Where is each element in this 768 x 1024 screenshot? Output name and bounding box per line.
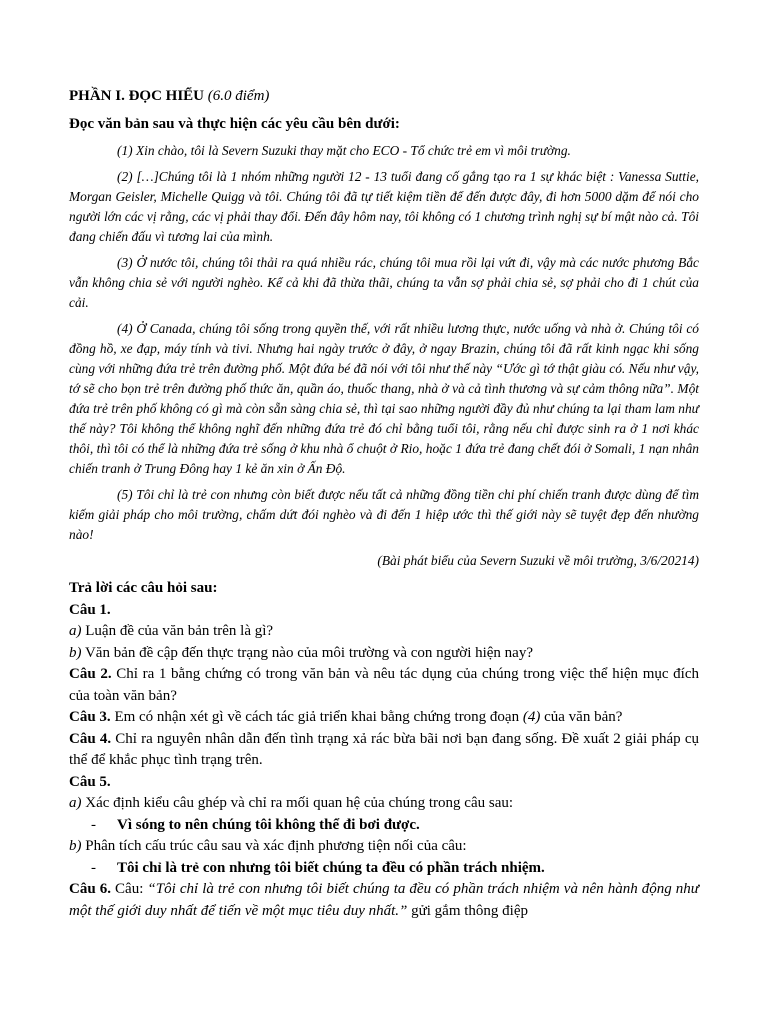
question-3: Câu 3. Em có nhận xét gì về cách tác giả triển khai bằng chứng trong đoạn (4) của văn bản? xyxy=(69,709,623,725)
passage-paragraph-4: (4) Ở Canada, chúng tôi sống trong quyền thế, với rất nhiều lương thực, nước uống và nhà ở. Chúng tôi có đồng hồ, xe đạp, máy tính và tivi. Nhưng hai ngày trước ở đây, ở ngay Brazin, chúng tôi đã rất kinh ngạc khi sống cùng với những đứa trẻ trên đường phố. Một đứa bé đã nói với tôi như thế này “Ước gì tớ thật giàu có. Nếu như vậy, tớ sẽ cho bọn trẻ trên đường phố thức ăn, quần áo, thuốc thang, nhà ở và cả tình thương và sự cảm thông nữa”. Một đứa trẻ trên phố không có gì mà còn sẵn sàng chia sẻ, thì tại sao những người đầy đủ như chúng ta lại tham lam như thế này? Tôi không thể không nghĩ đến những đứa trẻ đó chỉ bằng tuổi tôi, rằng nếu chỉ được sinh ra ở 1 nơi khác thôi, thì tôi có thể là những đứa trẻ sống ở khu nhà ổ chuột ở Rio, hoặc 1 đứa trẻ đang chết đói ở Somali, 1 nạn nhân chiến tranh ở Trung Đông hay 1 kẻ ăn xin ở Ấn Độ. xyxy=(69,321,699,476)
part-heading xyxy=(69,86,699,107)
part-title: PHẦN I. ĐỌC HIỂU xyxy=(69,88,205,104)
question-4: Câu 4. Chỉ ra nguyên nhân dẫn đến tình trạng xả rác bừa bãi nơi bạn đang sống. Đề xuất 2 giải pháp cụ thể để khắc phục tình trạng trên. xyxy=(69,730,699,768)
question-1 xyxy=(69,600,699,622)
bullet-dash: - xyxy=(91,859,96,876)
document-page xyxy=(69,86,699,922)
question-5b: b) Phân tích cấu trúc câu sau và xác định phương tiện nối của câu: xyxy=(69,838,467,854)
question-1-label: Câu 1. xyxy=(69,601,111,618)
question-5: Câu 5. xyxy=(69,773,111,790)
passage-source: (Bài phát biểu của Severn Suzuki về môi trường, 3/6/20214) xyxy=(377,553,699,568)
question-5a: a) Xác định kiểu câu ghép và chỉ ra mối quan hệ của chúng trong câu sau: xyxy=(69,795,514,811)
question-1b: b) Văn bản đề cập đến thực trạng nào của môi trường và con người hiện nay? xyxy=(69,644,534,661)
passage-paragraph-5: (5) Tôi chỉ là trẻ con nhưng còn biết được nếu tất cả những đồng tiền chi phí chiến tranh được dùng để tìm kiếm giải pháp cho môi trường, chấm dứt đói nghèo và đi đến 1 hiệp ước thì thế giới này sẽ tuyệt đẹp đến nhường nào! xyxy=(69,487,699,542)
passage-paragraph-2: (2) […]Chúng tôi là 1 nhóm những người 12 - 13 tuổi đang cố gắng tạo ra 1 sự khác biệt : Vanessa Suttie, Morgan Geisler, Michelle Quigg và tôi. Chúng tôi đã tự tiết kiệm tiền để đến được đây, đi hơn 5000 dặm để nói cho người lớn các vị rằng, các vị phải thay đổi. Đến đây hôm nay, tôi không có 1 chương trình nghị sự bí mật nào cả. Tôi đang chiến đấu vì tương lai của mình. xyxy=(69,169,699,244)
passage-paragraph-1: (1) Xin chào, tôi là Severn Suzuki thay mặt cho ECO - Tổ chức trẻ em vì môi trường. xyxy=(117,143,571,158)
question-6: Câu 6. Câu: “Tôi chỉ là trẻ con nhưng tôi biết chúng ta đều có phần trách nhiệm và nên hành động như một thế giới duy nhất để tiến về một mục tiêu duy nhất.” gửi gắm thông điệp xyxy=(69,881,699,919)
questions-intro: Trả lời các câu hỏi sau: xyxy=(69,580,218,596)
question-5b-sentence: - Tôi chỉ là trẻ con nhưng tôi biết chúng ta đều có phần trách nhiệm. xyxy=(69,858,699,880)
part-points: (6.0 điểm) xyxy=(207,88,270,104)
passage-paragraph-3: (3) Ở nước tôi, chúng tôi thải ra quá nhiều rác, chúng tôi mua rồi lại vứt đi, vậy mà các nước phương Bắc vẫn không chia sẻ với người nghèo. Kể cả khi đã thừa thãi, chúng ta vẫn sợ phải chia sẻ, sợ phải cho đi 1 chút của cải. xyxy=(69,255,699,310)
bullet-dash: - xyxy=(91,816,96,833)
question-1a: a) Luận đề của văn bản trên là gì? xyxy=(69,623,274,639)
instruction: Đọc văn bản sau và thực hiện các yêu cầu bên dưới: xyxy=(69,116,400,132)
question-5a-sentence: - Vì sóng to nên chúng tôi không thể đi bơi được. xyxy=(69,815,699,837)
question-2: Câu 2. Chỉ ra 1 bằng chứng có trong văn bản và nêu tác dụng của chúng trong việc thể hiện mục đích của toàn văn bản? xyxy=(69,666,699,704)
